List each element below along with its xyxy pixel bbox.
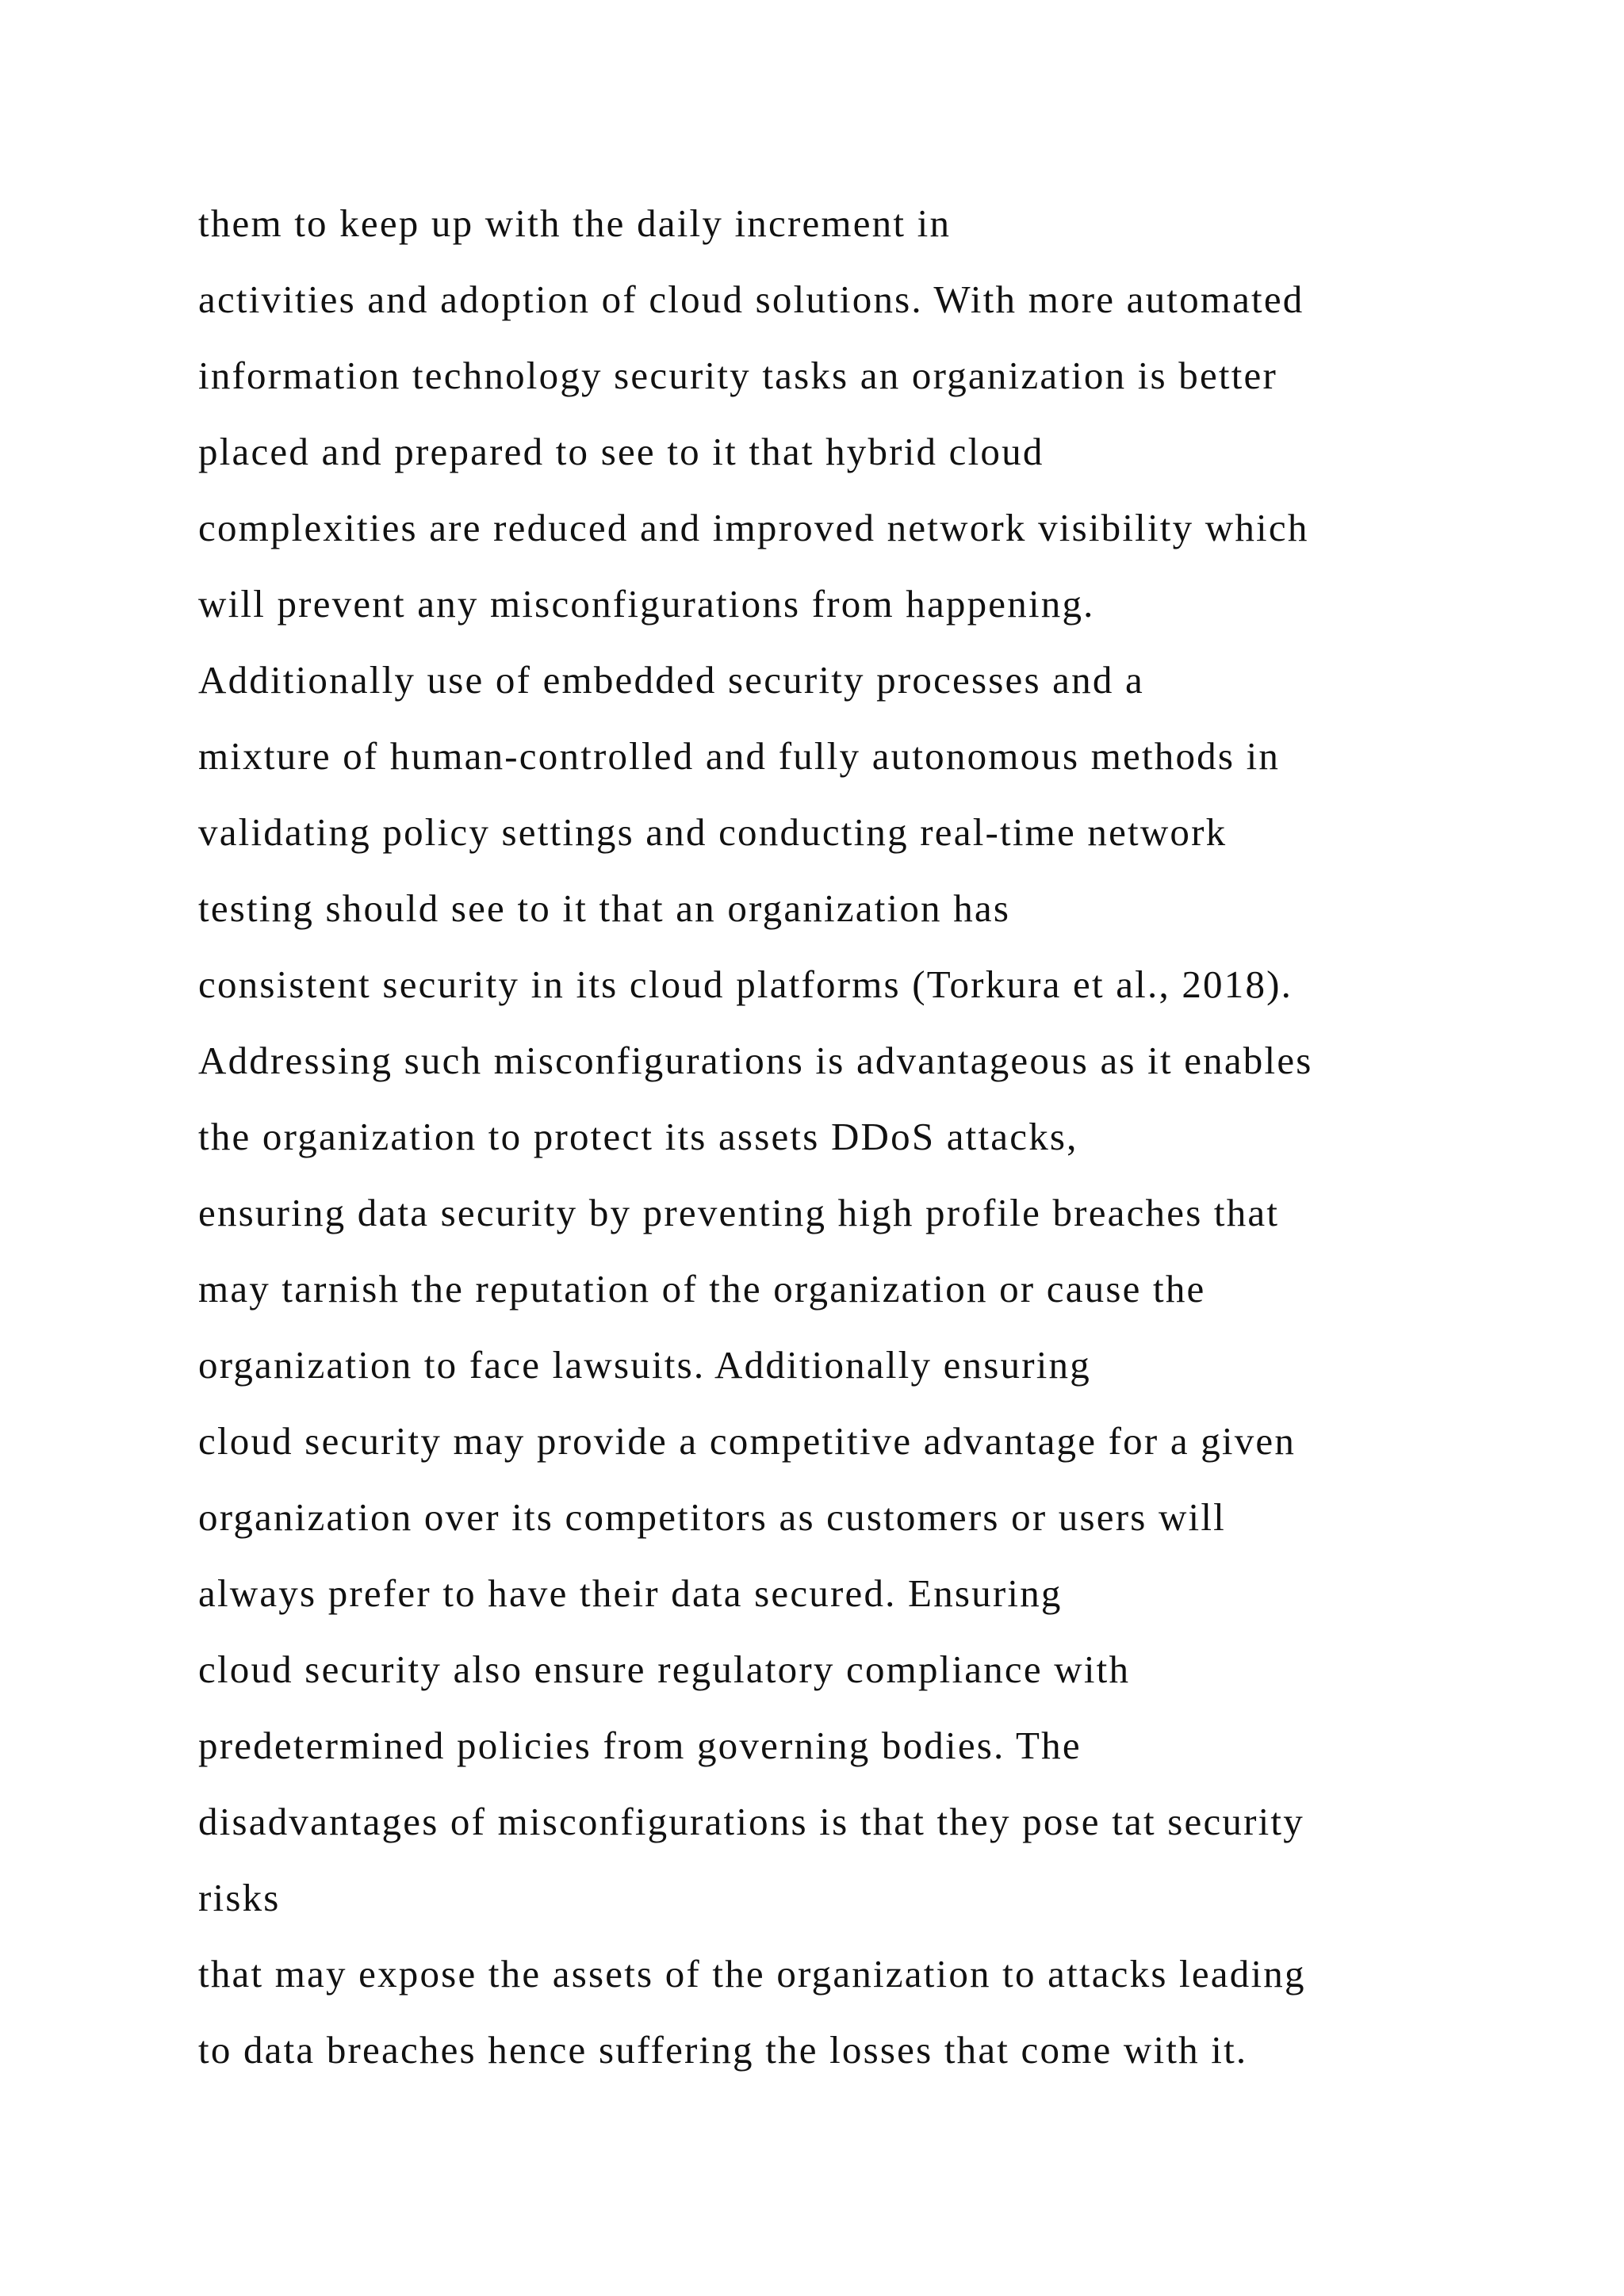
text-line: that may expose the assets of the organization to attacks leading (198, 1952, 1306, 1996)
text-line: information technology security tasks an organization is better (198, 354, 1278, 397)
text-line: predetermined policies from governing bodies. The (198, 1724, 1082, 1767)
text-line: Additionally use of embedded security processes and a (198, 658, 1144, 702)
text-line: Addressing such misconfigurations is advantageous as it enables (198, 1039, 1313, 1082)
text-line: consistent security in its cloud platforms (Torkura et al., 2018). (198, 962, 1293, 1006)
text-line: cloud security may provide a competitive advantage for a given (198, 1419, 1297, 1463)
text-line: will prevent any misconfigurations from happening. (198, 582, 1095, 626)
text-line: placed and prepared to see to it that hybrid cloud (198, 430, 1044, 473)
text-line: validating policy settings and conducting real-time network (198, 810, 1228, 854)
text-line: organization to face lawsuits. Additionally ensuring (198, 1343, 1091, 1387)
body-text (198, 197, 1546, 2099)
text-line: testing should see to it that an organization has (198, 886, 1011, 930)
text-line: risks (198, 1876, 281, 1919)
text-line: to data breaches hence suffering the losses that come with it. (198, 2028, 1248, 2072)
text-line: the organization to protect its assets DDoS attacks, (198, 1115, 1078, 1158)
text-line: cloud security also ensure regulatory compliance with (198, 1647, 1131, 1691)
text-line: organization over its competitors as customers or users will (198, 1495, 1226, 1539)
text-line: activities and adoption of cloud solutions. With more automated (198, 277, 1304, 321)
text-line: always prefer to have their data secured. Ensuring (198, 1571, 1063, 1615)
text-line: ensuring data security by preventing high profile breaches that (198, 1191, 1280, 1234)
text-line: them to keep up with the daily increment in (198, 201, 952, 245)
text-line: complexities are reduced and improved network visibility which (198, 506, 1309, 549)
text-line: mixture of human-controlled and fully autonomous methods in (198, 734, 1281, 778)
text-line: disadvantages of misconfigurations is that they pose tat security (198, 1800, 1304, 1843)
text-line: may tarnish the reputation of the organization or cause the (198, 1267, 1206, 1311)
